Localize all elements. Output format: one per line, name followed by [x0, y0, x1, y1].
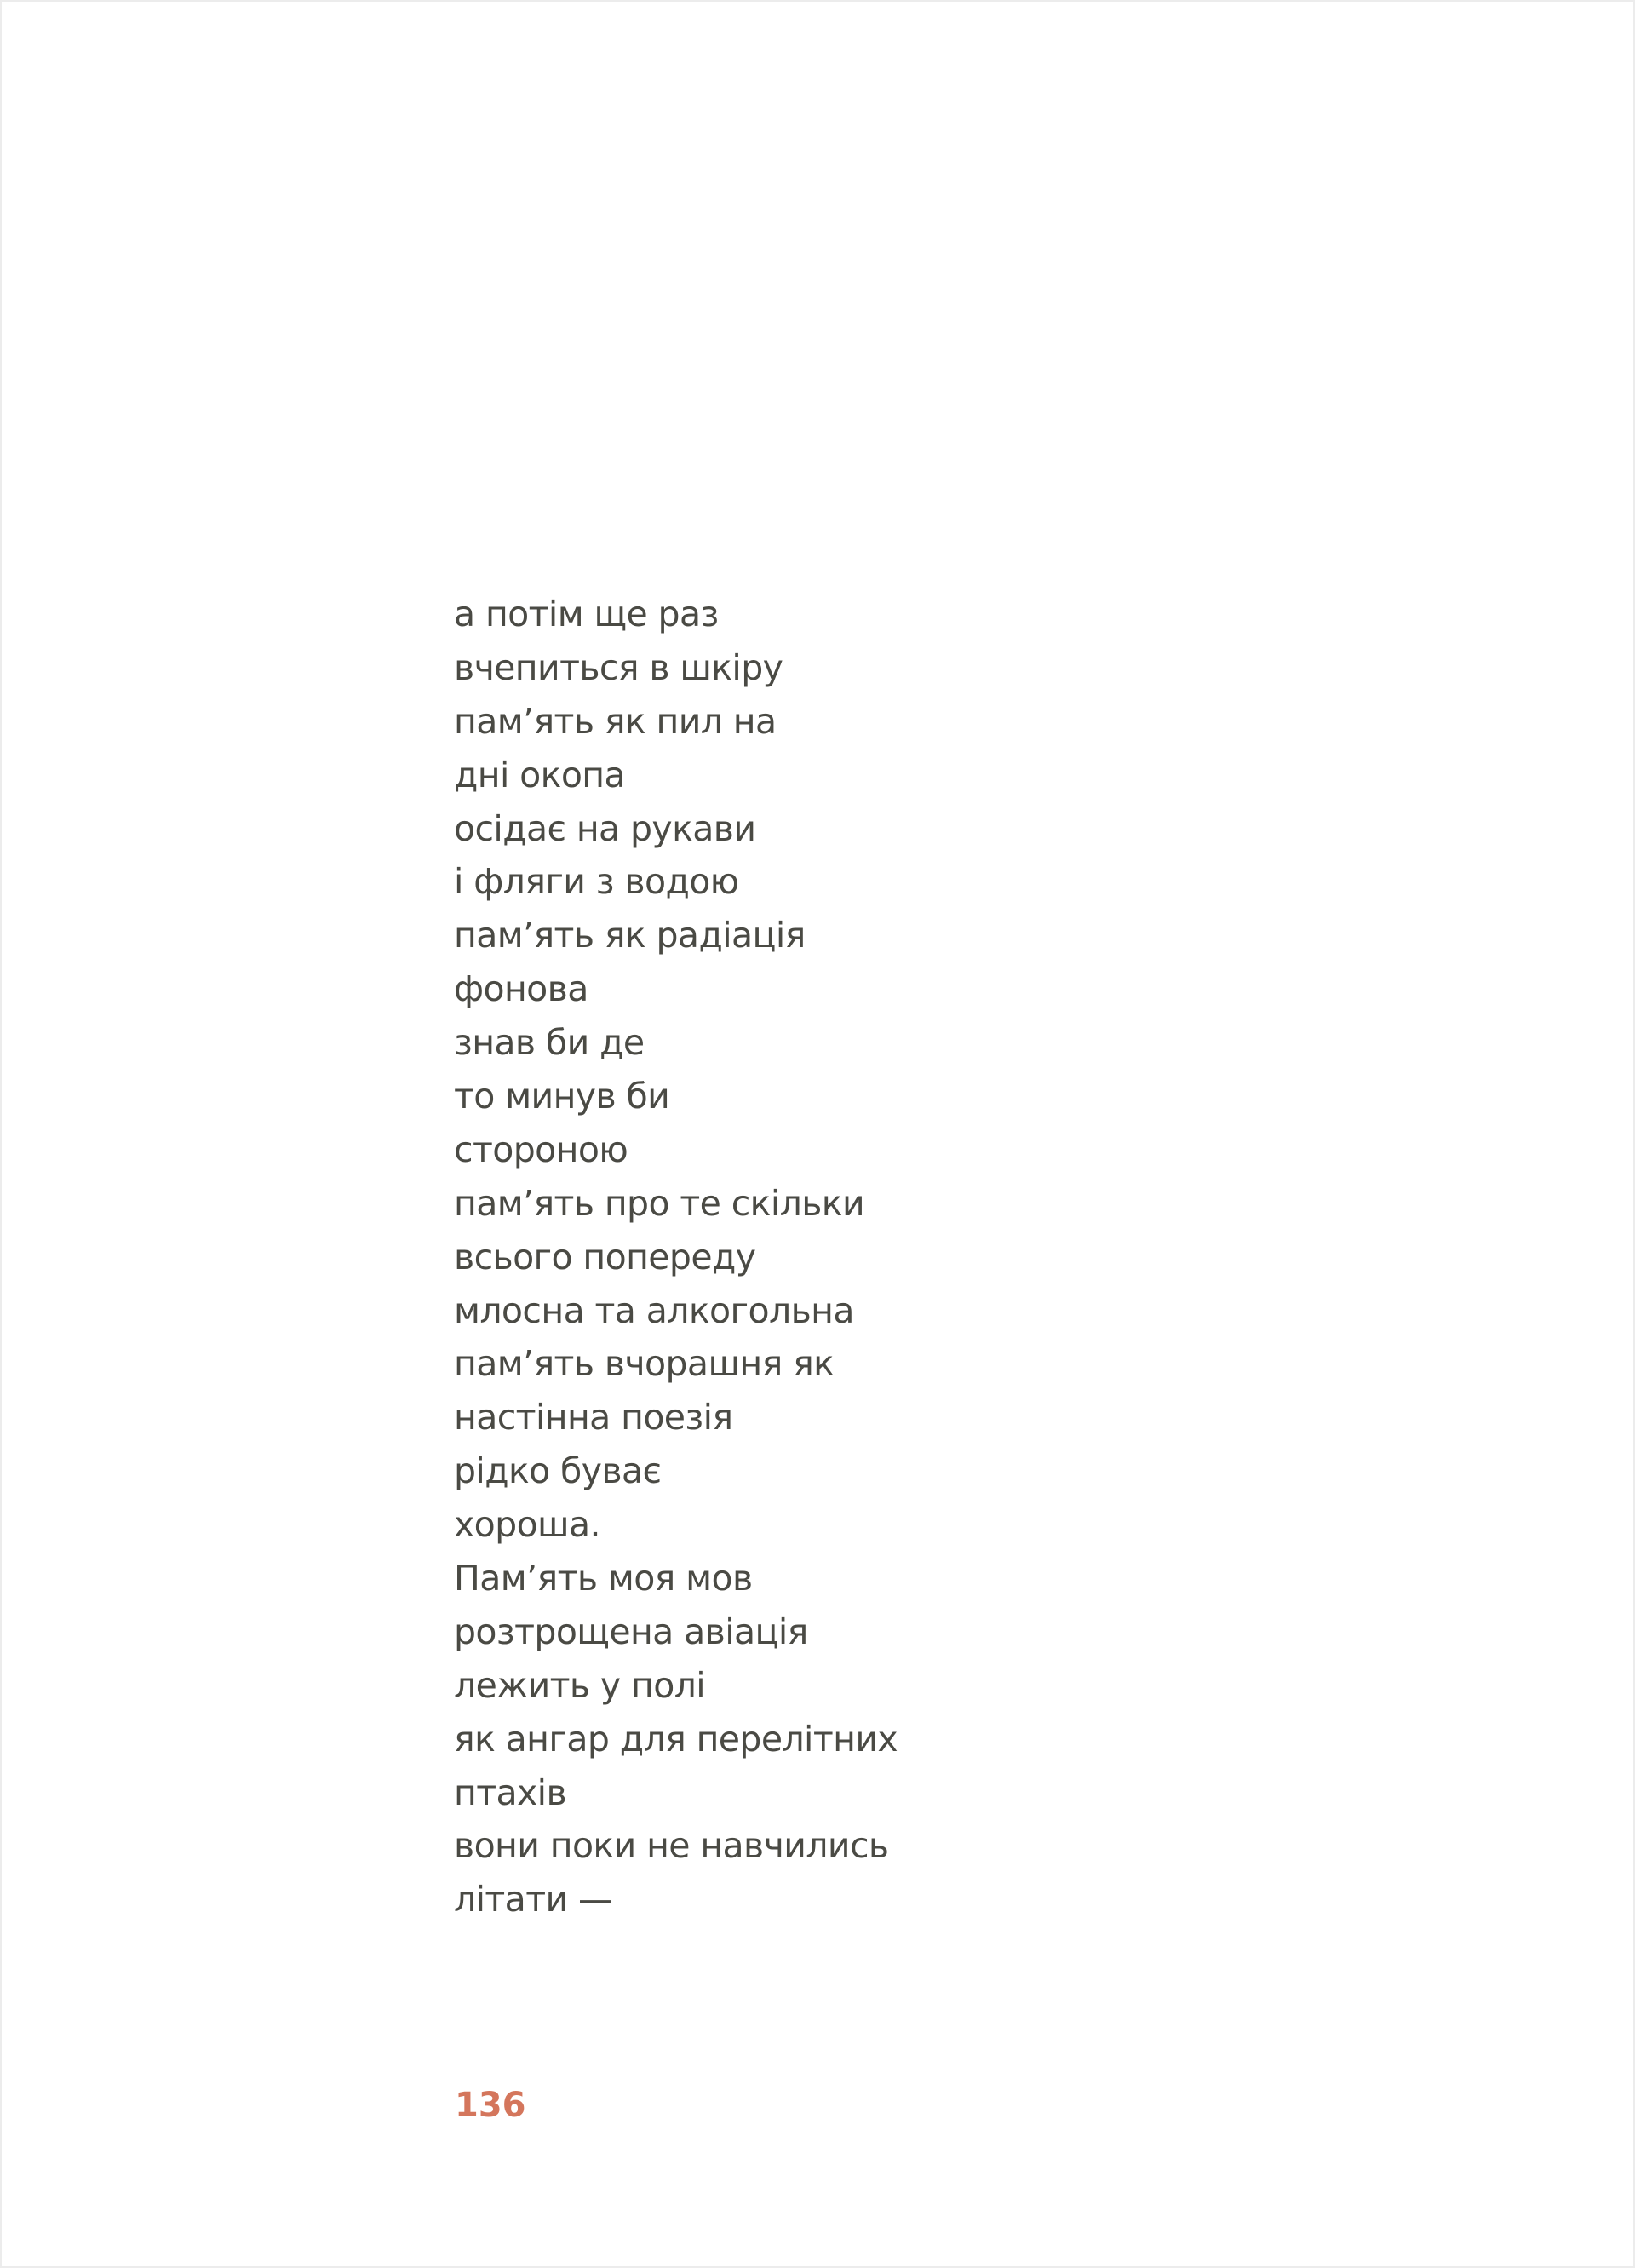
poem-line: Пам’ять моя мов	[454, 1558, 753, 1599]
poem-line: всього попереду	[454, 1236, 756, 1278]
poem-line: хороша.	[454, 1504, 600, 1546]
poem-line: стороною	[454, 1128, 628, 1170]
poem-line: птахів	[454, 1771, 567, 1813]
poem-line: пам’ять як пил на	[454, 700, 777, 742]
poem-line: а потім ще раз	[454, 594, 719, 634]
poem-text	[454, 588, 898, 1926]
page-number: 136	[455, 2086, 526, 2125]
poem-line: розтрощена авіація	[454, 1611, 808, 1652]
poem-line: знав би де	[454, 1022, 645, 1064]
poem-line: фонова	[454, 968, 588, 1010]
poem-line: лежить у полі	[454, 1664, 706, 1706]
poem-line: літати —	[454, 1879, 613, 1921]
poem-line: дні окопа	[454, 754, 626, 795]
poem-line: осідає на рукави	[454, 807, 756, 849]
poem-line: вчепиться в шкіру	[454, 646, 783, 688]
poem-line: пам’ять вчорашня як	[454, 1343, 835, 1385]
poem-line: і фляги з водою	[454, 861, 739, 903]
poem-line: рідко буває	[454, 1450, 662, 1492]
poem-line: настінна поезія	[454, 1397, 733, 1438]
poem-line: пам’ять як радіація	[454, 915, 806, 956]
poem-line: вони поки не навчились	[454, 1825, 889, 1867]
poem-line: пам’ять про те скільки	[454, 1182, 865, 1224]
poem-line: млосна та алкогольна	[454, 1289, 854, 1331]
poem-line: як ангар для перелітних	[454, 1718, 898, 1760]
poem-line: то минув би	[454, 1076, 670, 1117]
